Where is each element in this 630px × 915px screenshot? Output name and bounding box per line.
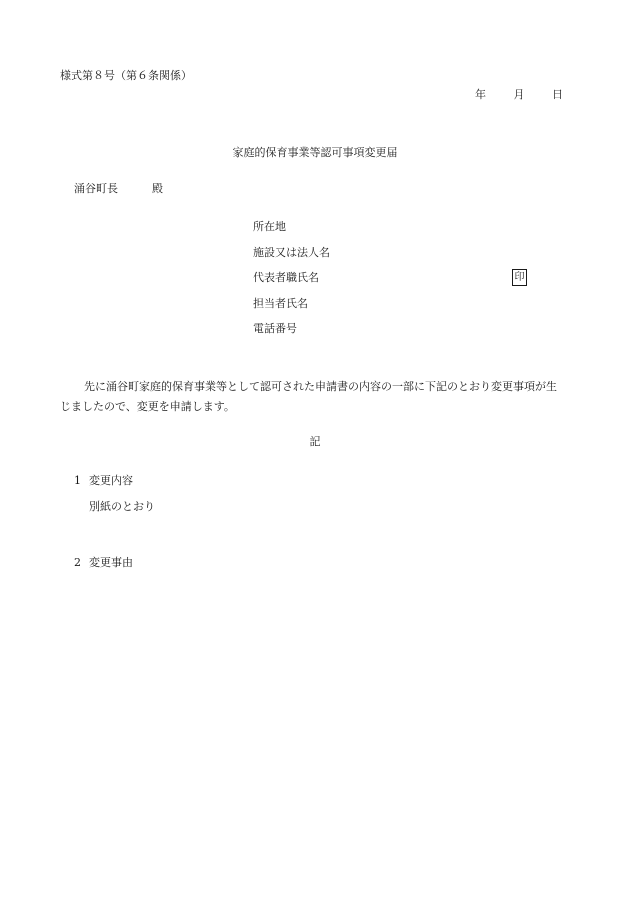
applicant-address-label: 所在地	[253, 220, 286, 233]
applicant-phone-label: 電話番号	[253, 322, 297, 335]
addressee	[74, 182, 163, 196]
item-1-number: 1	[74, 474, 81, 487]
date-month-label: 月	[513, 88, 525, 101]
ki-heading: 記	[309, 435, 321, 448]
item-1	[74, 474, 133, 488]
date-day-label: 日	[552, 88, 563, 101]
applicant-representative-label: 代表者職氏名	[253, 271, 319, 284]
form-number: 様式第８号（第６条関係）	[60, 69, 192, 82]
applicant-facility-name-label: 施設又は法人名	[253, 246, 330, 259]
item-2-label: 変更事由	[89, 556, 133, 569]
addressee-name: 涌谷町長	[74, 182, 118, 195]
date-line	[475, 88, 563, 102]
body-paragraph: 先に涌谷町家庭的保育事業等として認可された申請書の内容の一部に下記のとおり変更事項が生じましたので、変更を申請します。	[60, 380, 557, 413]
seal-mark: 印	[512, 269, 527, 286]
applicant-contact-person-label: 担当者氏名	[253, 297, 308, 310]
item-1-label: 変更内容	[89, 474, 133, 487]
item-2	[74, 556, 133, 570]
addressee-honorific: 殿	[152, 182, 163, 195]
item-1-detail: 別紙のとおり	[89, 500, 155, 513]
date-year-label: 年	[475, 88, 486, 101]
item-2-number: 2	[74, 556, 81, 569]
document-title: 家庭的保育事業等認可事項変更届	[232, 146, 398, 159]
